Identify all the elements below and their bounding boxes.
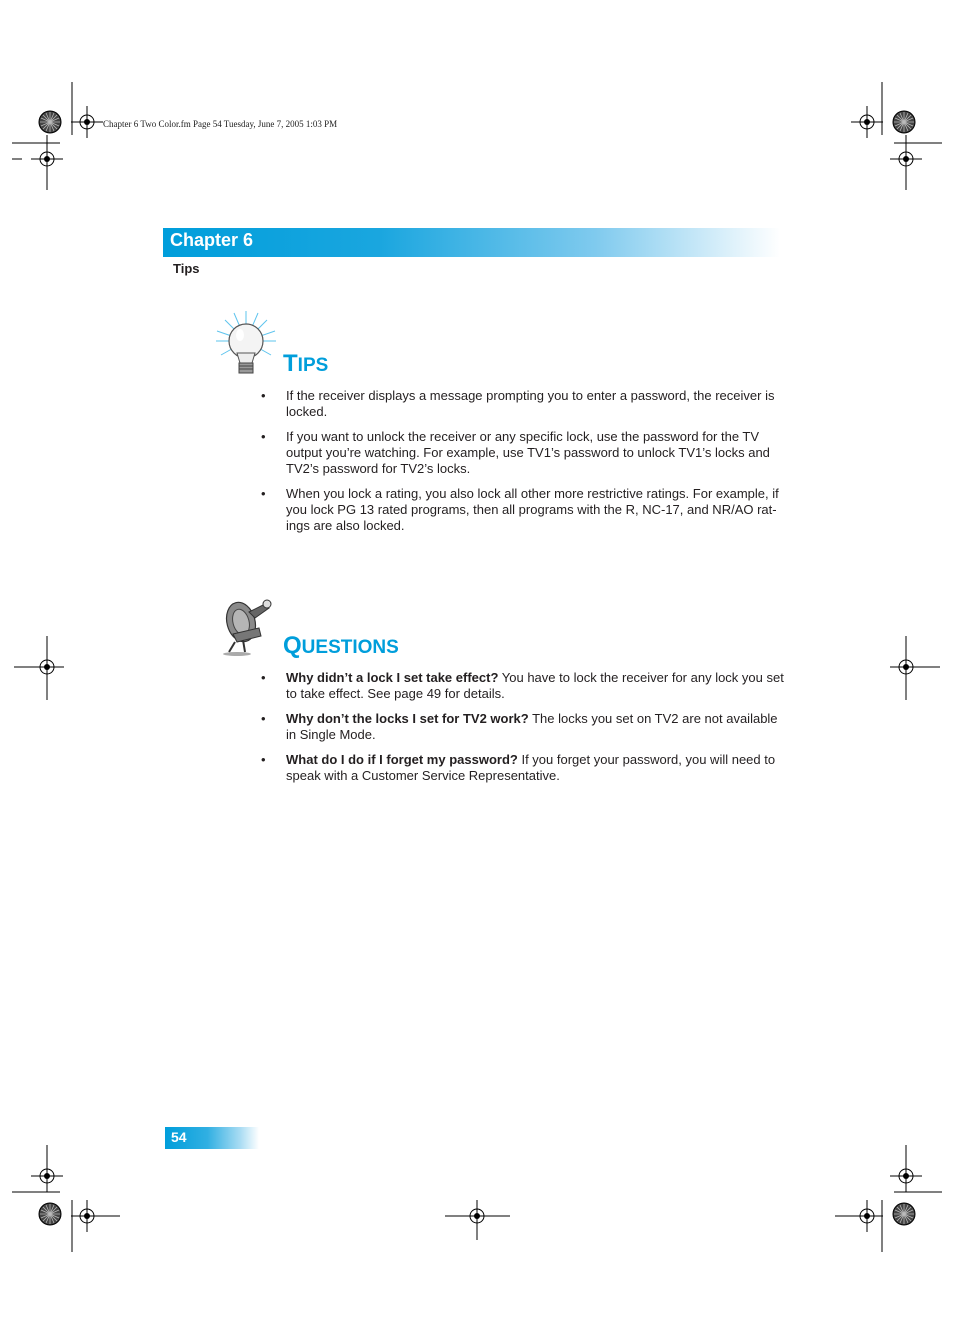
bullet: •: [261, 429, 266, 444]
tip-text: When you lock a rating, you also lock all other more restrictive ratings. For example, if you lock PG 13 rated programs, then all programs with the R, NC-17, and NR/AO rat-ings are also locked.: [286, 486, 779, 533]
tips-heading-rest: IPS: [297, 355, 329, 376]
list-item: [261, 670, 786, 702]
question-text: What do I do if I forget my password?: [286, 752, 518, 767]
print-slug-line: Chapter 6 Two Color.fm Page 54 Tuesday, June 7, 2005 1:03 PM: [103, 119, 338, 129]
bullet: •: [261, 752, 266, 767]
bullet: •: [261, 486, 266, 501]
tips-list: [261, 388, 786, 543]
questions-heading: [283, 632, 399, 660]
tip-text: If you want to unlock the receiver or any specific lock, use the password for the TV output you’re watching. For example, use TV1’s password to unlock TV1’s locks and TV2’s password for TV2’s locks.: [286, 429, 770, 476]
questions-list: [261, 670, 786, 793]
bullet: •: [261, 388, 266, 403]
tips-heading-cap: T: [283, 350, 298, 377]
answer-text: You have to lock the receiver for any lock you set to take effect. See page 49 for details.: [286, 670, 784, 701]
chapter-title: Chapter 6: [170, 230, 254, 250]
answer-text: The locks you set on TV2 are not available in Single Mode.: [286, 711, 778, 742]
bullet: •: [261, 711, 266, 726]
tip-text: If the receiver displays a message prompting you to enter a password, the receiver is locked.: [286, 388, 775, 419]
list-item: [261, 388, 786, 420]
list-item: [261, 486, 786, 534]
tips-heading: [283, 350, 328, 378]
list-item: [261, 711, 786, 743]
breadcrumb: Tips: [173, 261, 200, 276]
question-text: Why didn’t a lock I set take effect?: [286, 670, 499, 685]
chapter-banner: [163, 228, 780, 257]
page-number: 54: [171, 1129, 187, 1145]
answer-text: If you forget your password, you will need to speak with a Customer Service Representative.: [286, 752, 776, 783]
bullet: •: [261, 670, 266, 685]
question-text: Why don’t the locks I set for TV2 work?: [286, 711, 529, 726]
questions-heading-rest: UESTIONS: [301, 637, 399, 658]
list-item: [261, 752, 786, 784]
satellite-dish-mascot-icon: [219, 594, 275, 656]
list-item: [261, 429, 786, 477]
questions-heading-cap: Q: [283, 632, 302, 659]
lightbulb-icon: [215, 311, 277, 377]
